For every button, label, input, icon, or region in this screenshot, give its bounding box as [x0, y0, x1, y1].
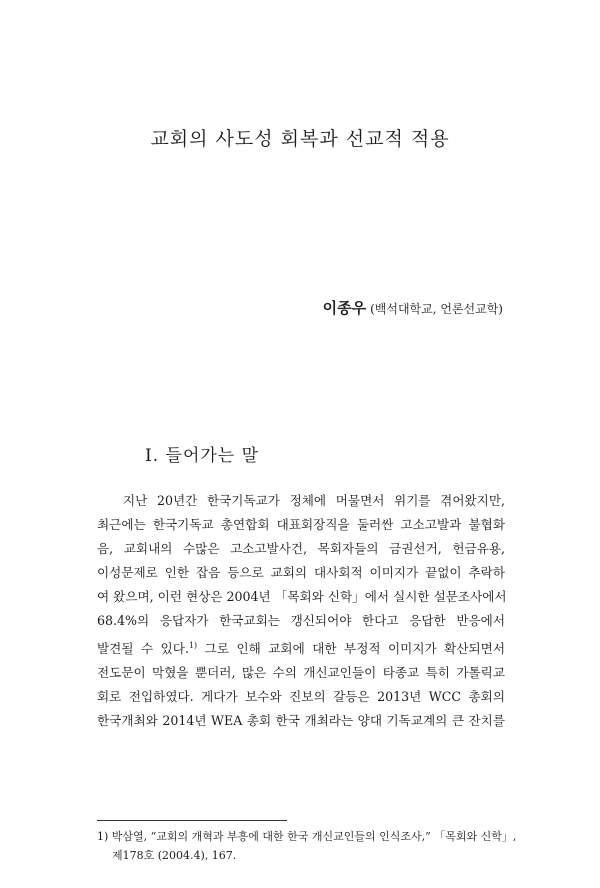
body-line: 한국개최와 2014년 WEA 총회 한국 개최라는 양대 기독교계의 큰 잔치를	[97, 713, 505, 729]
body-text-fragment: 발견될 수 있다.	[97, 640, 189, 656]
body-line: 전도문이 막혔을 뿐더러, 많은 수의 개신교인들이 타종교 특히 가톨릭교	[97, 664, 505, 680]
body-line: 이성문제로 인한 잡음 등으로 교회의 대사회적 이미지가 끝없이 추락하	[97, 565, 505, 581]
paper-title: 교회의 사도성 회복과 선교적 적용	[150, 128, 450, 150]
body-line: 최근에는 한국기독교 총연합회 대표회장직을 둘러싼 고소고발과 불협화	[97, 517, 505, 533]
footnote-marker[interactable]: 1)	[188, 640, 198, 650]
footnote-line: 제178호 (2004.4), 167.	[112, 849, 237, 862]
body-line: 회로 전입하였다. 게다가 보수와 진보의 갈등은 2013년 WCC 총회의	[97, 688, 505, 704]
body-line: 지난 20년간 한국기독교가 정체에 머물면서 위기를 겪어왔지만,	[123, 493, 505, 508]
author-line	[323, 297, 503, 318]
body-paragraph	[97, 489, 505, 733]
body-line-with-footnote	[97, 634, 505, 661]
section-heading: Ⅰ. 들어가는 말	[145, 446, 260, 466]
footnote	[97, 827, 517, 865]
body-line: 68.4%의 응답자가 한국교회는 갱신되어야 한다고 응답한 반응에서	[97, 613, 505, 629]
footnote-divider	[97, 820, 287, 821]
body-text-fragment: 그로 인해 교회에 대한 부정적 이미지가 확산되면서	[197, 640, 505, 656]
body-line: 여 왔으며, 이런 현상은 2004년 「목회와 신학」에서 실시한 설문조사에서	[97, 589, 507, 605]
author-affiliation: (백석대학교, 언론선교학)	[370, 302, 503, 316]
footnote-line: 1) 박삼열, “교회의 개혁과 부흥에 대한 한국 개신교인들의 인식조사,” 「목회와 신학」,	[97, 830, 517, 843]
author-name: 이종우	[322, 299, 367, 317]
body-line: 음, 교회내의 수많은 고소고발사건, 목회자들의 금권선거, 헌금유용,	[97, 541, 505, 557]
